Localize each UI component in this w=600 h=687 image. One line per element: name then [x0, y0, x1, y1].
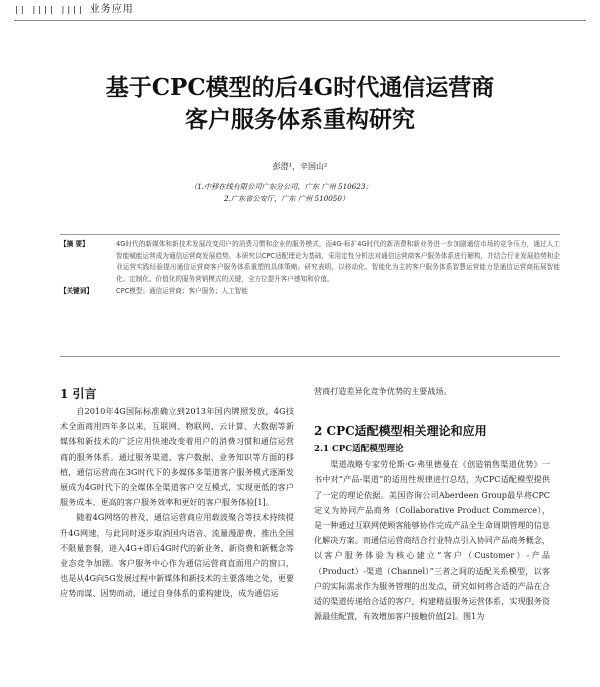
authors: 彭澄¹，辛国山²	[272, 162, 328, 171]
header-divider	[14, 20, 586, 21]
right-column	[314, 384, 550, 624]
affiliation-1: （1.中移在线有限公司广东分公司，广东 广州 510623；	[190, 182, 373, 191]
section-heading-cpc: 2 CPC适配模型相关理论和应用	[314, 424, 487, 439]
abstract-top-rule	[60, 234, 560, 235]
paragraph-continuation: 营商打造差异化竞争优势的主要战场。	[314, 386, 452, 396]
abstract-text: 4G时代的新媒体和新技术发展改变用户的消费习惯和企业的服务模式，而4G-标扩4G时代的新消费和新业务进一步加剧通信市场的竞争压力，通过人工智能赋能运营成为通信运营商发展趋势。本研究以CPC适配理论为基础，采用定性分析法对通信运营商客户服务体系进行解构，并结合行业发展趋势和企业运营实践经验提出通信运营商客户服务体系重塑的具体策略。研究表明，以移动化、智能化为主的客户服务体系智慧运营能力是通信运营商拓展智能化、定制化、价值化的服务营销模式的关键，全方位提升客户感知和价值。	[116, 240, 560, 283]
paragraph: 随着4G网络的普及，通信运营商应用载波聚合等技术持续提升4G网速，与此同时逐步取消国内语音、流量漫游费，推出全国不限量套餐，进入4G+即后4G时代的新业务、新资费和新概念等业态竞争加剧。客户服务中心作为通信运营商直面用户的窗口，也是从4G向5G发展过程中新媒体和新技术的主要落地之处，更要应势而谋、因势而动，通过自身体系的重构建设，成为通信运	[60, 512, 294, 599]
keywords-text: CPC模型；通信运营商；客户服务；人工智能	[116, 287, 248, 296]
page-header	[14, 2, 586, 18]
subsection-heading: 2.1 CPC适配模型理论	[314, 444, 404, 455]
affiliations	[190, 181, 460, 205]
keywords-label: 【关键词】	[60, 287, 93, 296]
article-title-line-2: 客户服务体系重构研究	[185, 106, 415, 133]
abstract-row	[60, 239, 560, 285]
paragraph: 自2010年4G国际标准确立到2013年国内牌照发放，4G技术全面商用四年多以来，互联网、物联网、云计算、大数据等新媒体和新技术的广泛应用快速改变着用户的消费习惯和通信运营商的服务体系。通过服务渠道、客户数据、业务知识等方面的移植，通信运营商在3G时代下的多媒体多渠道客户服务模式逐渐发展成为4G时代下的全媒体全渠道客户交互模式，实现更低的客户服务成本、更高的客户服务效率和更好的客户服务体验[1]。	[60, 406, 294, 508]
abstract-label: 【摘 要】	[60, 240, 89, 248]
left-column	[60, 384, 294, 602]
article-title-line-1: 基于CPC模型的后4G时代通信运营商	[105, 74, 495, 101]
paragraph: 渠道战略专家劳伦斯·G·弗里德曼在《创造销售渠道优势》一书中对“产品-渠道”的适用性规律进行总结，为CPC适配模型提供了一定的理论依据。美国咨询公司Aberdeen Group最早将CPC定义为协同产品商务（Collaborative Product Commerce），是一种通过互联网使顾客能够协作完成产品全生命周期管理的信息化解决方案。而通信运营商结合行业特点引入协同产品商务概念，以客户服务体验为核心建立“客户（Customer）-产品（Product）-渠道（Channel）”三者之间的适配关系模型，以客户的实际需求作为服务管理的出发点，研究如何将合适的产品在合适的渠道传递给合适的客户，构建精益服务运营体系，实现服务资源最佳配置，有效增加客户接触价值[2]。图1为	[314, 459, 550, 622]
header-section: 业务应用	[89, 4, 134, 15]
keywords-row	[60, 286, 560, 298]
abstract-block	[60, 239, 560, 298]
header-decoration: || |||| ||||	[14, 5, 84, 14]
affiliation-2: 2.广东省公安厅，广东 广州 510050）	[224, 194, 350, 203]
section-heading-introduction: 1 引言	[60, 387, 97, 401]
abstract-bottom-rule	[60, 356, 560, 357]
